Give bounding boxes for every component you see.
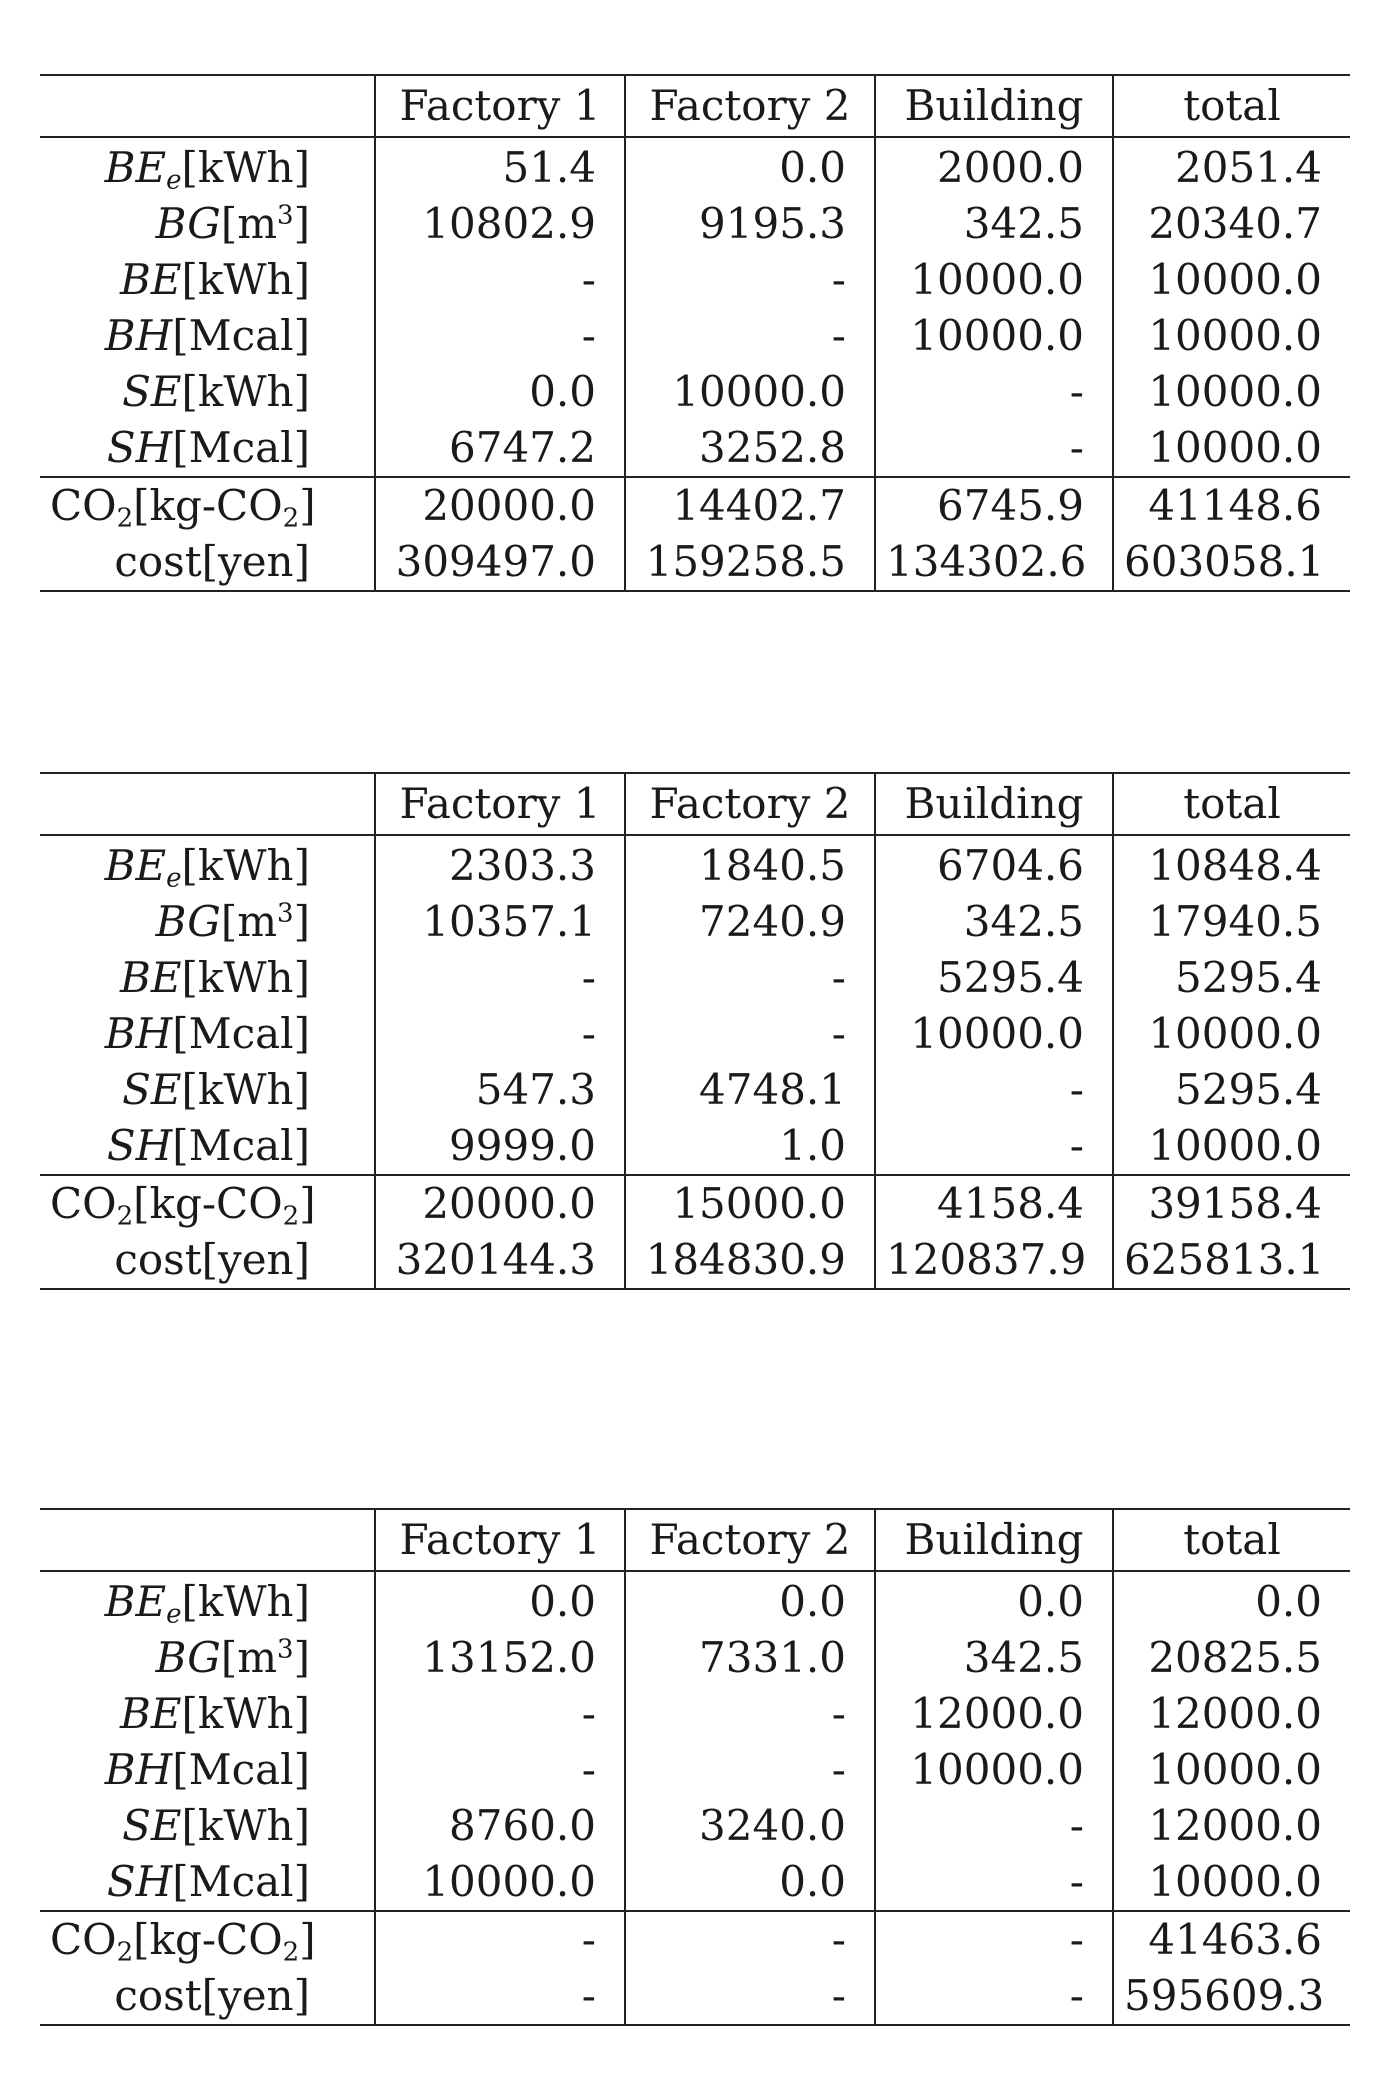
results-table-2: [40, 772, 1350, 1290]
cell: -: [375, 1968, 625, 2025]
row-label-se: SE[kWh]: [122, 1801, 310, 1850]
cell: 2051.4: [1113, 137, 1350, 196]
cell: 13152.0: [375, 1630, 625, 1686]
header-total: total: [1113, 75, 1350, 137]
table-row: [40, 1232, 1350, 1289]
table-row: [40, 1968, 1350, 2025]
cell: 547.3: [375, 1062, 625, 1118]
cell: 10000.0: [875, 308, 1113, 364]
cell: 134302.6: [875, 534, 1113, 591]
cell: 4158.4: [875, 1175, 1113, 1232]
header-factory-1: Factory 1: [375, 75, 625, 137]
header-factory-1: Factory 1: [375, 773, 625, 835]
row-label-sh: SH[Mcal]: [106, 1857, 310, 1906]
header-factory-2: Factory 2: [625, 1509, 875, 1571]
table-row: [40, 1118, 1350, 1175]
cell: 10000.0: [1113, 1006, 1350, 1062]
cell: -: [625, 1911, 875, 1968]
row-label-co2: $CO_2[kg-CO_2]$: [40, 477, 375, 534]
header-factory-2: Factory 2: [625, 75, 875, 137]
cell: 8760.0: [375, 1798, 625, 1854]
header-row: [40, 773, 1350, 835]
row-label-bh: BH[Mcal]: [104, 311, 310, 360]
cell: 9195.3: [625, 196, 875, 252]
table-row: [40, 1175, 1350, 1232]
cell: -: [875, 364, 1113, 420]
cell: -: [625, 308, 875, 364]
cell: -: [875, 1911, 1113, 1968]
cell: 12000.0: [1113, 1686, 1350, 1742]
cell: -: [625, 252, 875, 308]
cell: 10000.0: [1113, 1854, 1350, 1911]
cell: -: [875, 1118, 1113, 1175]
row-label-bee: $BE_e[kWh]$: [104, 841, 310, 894]
header-row: [40, 75, 1350, 137]
cell: 9999.0: [375, 1118, 625, 1175]
cell: -: [625, 1742, 875, 1798]
cell: -: [625, 1686, 875, 1742]
cell: -: [375, 252, 625, 308]
header-blank: [40, 75, 375, 137]
header-blank: [40, 1509, 375, 1571]
row-label-bh: BH[Mcal]: [104, 1009, 310, 1058]
table-row: [40, 1798, 1350, 1854]
cell: 2303.3: [375, 835, 625, 894]
table-row: [40, 1630, 1350, 1686]
table-row: [40, 835, 1350, 894]
cell: -: [375, 1006, 625, 1062]
cell: 10000.0: [1113, 1742, 1350, 1798]
cell: 10000.0: [1113, 420, 1350, 477]
cell: 3240.0: [625, 1798, 875, 1854]
cell: 159258.5: [625, 534, 875, 591]
row-label-bee: $BE_e[kWh]$: [104, 143, 310, 196]
cell: 10357.1: [375, 894, 625, 950]
cell: 0.0: [625, 1854, 875, 1911]
table-row: [40, 308, 1350, 364]
cell: 184830.9: [625, 1232, 875, 1289]
cell: -: [375, 308, 625, 364]
cell: 0.0: [875, 1571, 1113, 1630]
cell: 6704.6: [875, 835, 1113, 894]
row-label-cost: cost[yen]: [40, 534, 375, 591]
row-label-co2: $CO_2[kg-CO_2]$: [40, 1911, 375, 1968]
cell: 625813.1: [1113, 1232, 1350, 1289]
row-label-be: BE[kWh]: [120, 953, 310, 1002]
row-label-co2: $CO_2[kg-CO_2]$: [40, 1175, 375, 1232]
cell: 309497.0: [375, 534, 625, 591]
cell: -: [375, 950, 625, 1006]
table-row: [40, 1854, 1350, 1911]
header-factory-1: Factory 1: [375, 1509, 625, 1571]
row-label-bg: $BG[m^3]$: [155, 897, 310, 946]
header-building: Building: [875, 773, 1113, 835]
cell: -: [375, 1742, 625, 1798]
table-row: [40, 534, 1350, 591]
row-label-bee: $BE_e[kWh]$: [104, 1577, 310, 1630]
table-row: [40, 477, 1350, 534]
row-label-cost: cost[yen]: [40, 1232, 375, 1289]
cell: 12000.0: [875, 1686, 1113, 1742]
table-row: [40, 1911, 1350, 1968]
cell: 342.5: [875, 196, 1113, 252]
cell: 2000.0: [875, 137, 1113, 196]
cell: 10848.4: [1113, 835, 1350, 894]
table-row: [40, 1686, 1350, 1742]
row-label-bg: $BG[m^3]$: [155, 1633, 310, 1682]
cell: 120837.9: [875, 1232, 1113, 1289]
header-factory-2: Factory 2: [625, 773, 875, 835]
cell: 12000.0: [1113, 1798, 1350, 1854]
header-building: Building: [875, 75, 1113, 137]
cell: 20825.5: [1113, 1630, 1350, 1686]
cell: 1840.5: [625, 835, 875, 894]
table-row: [40, 950, 1350, 1006]
row-label-sh: SH[Mcal]: [106, 1121, 310, 1170]
cell: 0.0: [625, 1571, 875, 1630]
cell: 10802.9: [375, 196, 625, 252]
results-table-1: [40, 74, 1350, 592]
cell: 41463.6: [1113, 1911, 1350, 1968]
cell: -: [625, 950, 875, 1006]
cell: 20000.0: [375, 1175, 625, 1232]
cell: 6747.2: [375, 420, 625, 477]
row-label-se: SE[kWh]: [122, 1065, 310, 1114]
cell: 595609.3: [1113, 1968, 1350, 2025]
cell: 20340.7: [1113, 196, 1350, 252]
cell: 10000.0: [625, 364, 875, 420]
cell: 10000.0: [1113, 308, 1350, 364]
cell: -: [875, 420, 1113, 477]
row-label-cost: cost[yen]: [40, 1968, 375, 2025]
cell: 10000.0: [375, 1854, 625, 1911]
cell: 5295.4: [1113, 950, 1350, 1006]
cell: -: [875, 1854, 1113, 1911]
cell: 10000.0: [1113, 252, 1350, 308]
table-row: [40, 364, 1350, 420]
cell: 14402.7: [625, 477, 875, 534]
cell: 10000.0: [875, 1006, 1113, 1062]
row-label-bh: BH[Mcal]: [104, 1745, 310, 1794]
cell: 10000.0: [1113, 1118, 1350, 1175]
cell: -: [625, 1006, 875, 1062]
row-label-be: BE[kWh]: [120, 255, 310, 304]
cell: 342.5: [875, 1630, 1113, 1686]
cell: -: [875, 1798, 1113, 1854]
cell: 10000.0: [875, 252, 1113, 308]
row-label-be: BE[kWh]: [120, 1689, 310, 1738]
table-row: [40, 420, 1350, 477]
table-row: [40, 1571, 1350, 1630]
cell: -: [875, 1968, 1113, 2025]
cell: 7240.9: [625, 894, 875, 950]
cell: 4748.1: [625, 1062, 875, 1118]
table-row: [40, 137, 1350, 196]
header-blank: [40, 773, 375, 835]
cell: -: [375, 1686, 625, 1742]
table-row: [40, 1006, 1350, 1062]
cell: 7331.0: [625, 1630, 875, 1686]
table-row: [40, 1062, 1350, 1118]
header-total: total: [1113, 1509, 1350, 1571]
cell: 3252.8: [625, 420, 875, 477]
cell: 603058.1: [1113, 534, 1350, 591]
row-label-sh: SH[Mcal]: [106, 423, 310, 472]
cell: -: [375, 1911, 625, 1968]
cell: 0.0: [375, 364, 625, 420]
table-row: [40, 894, 1350, 950]
cell: 10000.0: [875, 1742, 1113, 1798]
table-row: [40, 1742, 1350, 1798]
cell: 5295.4: [875, 950, 1113, 1006]
cell: 15000.0: [625, 1175, 875, 1232]
table-row: [40, 252, 1350, 308]
cell: 51.4: [375, 137, 625, 196]
cell: 5295.4: [1113, 1062, 1350, 1118]
cell: 1.0: [625, 1118, 875, 1175]
cell: -: [875, 1062, 1113, 1118]
cell: 320144.3: [375, 1232, 625, 1289]
cell: 0.0: [375, 1571, 625, 1630]
cell: 0.0: [625, 137, 875, 196]
cell: 20000.0: [375, 477, 625, 534]
cell: 342.5: [875, 894, 1113, 950]
cell: -: [625, 1968, 875, 2025]
cell: 41148.6: [1113, 477, 1350, 534]
header-total: total: [1113, 773, 1350, 835]
row-label-bg: $BG[m^3]$: [155, 199, 310, 248]
cell: 10000.0: [1113, 364, 1350, 420]
results-table-3: [40, 1508, 1350, 2026]
cell: 0.0: [1113, 1571, 1350, 1630]
table-row: [40, 196, 1350, 252]
cell: 6745.9: [875, 477, 1113, 534]
header-building: Building: [875, 1509, 1113, 1571]
cell: 39158.4: [1113, 1175, 1350, 1232]
header-row: [40, 1509, 1350, 1571]
row-label-se: SE[kWh]: [122, 367, 310, 416]
cell: 17940.5: [1113, 894, 1350, 950]
